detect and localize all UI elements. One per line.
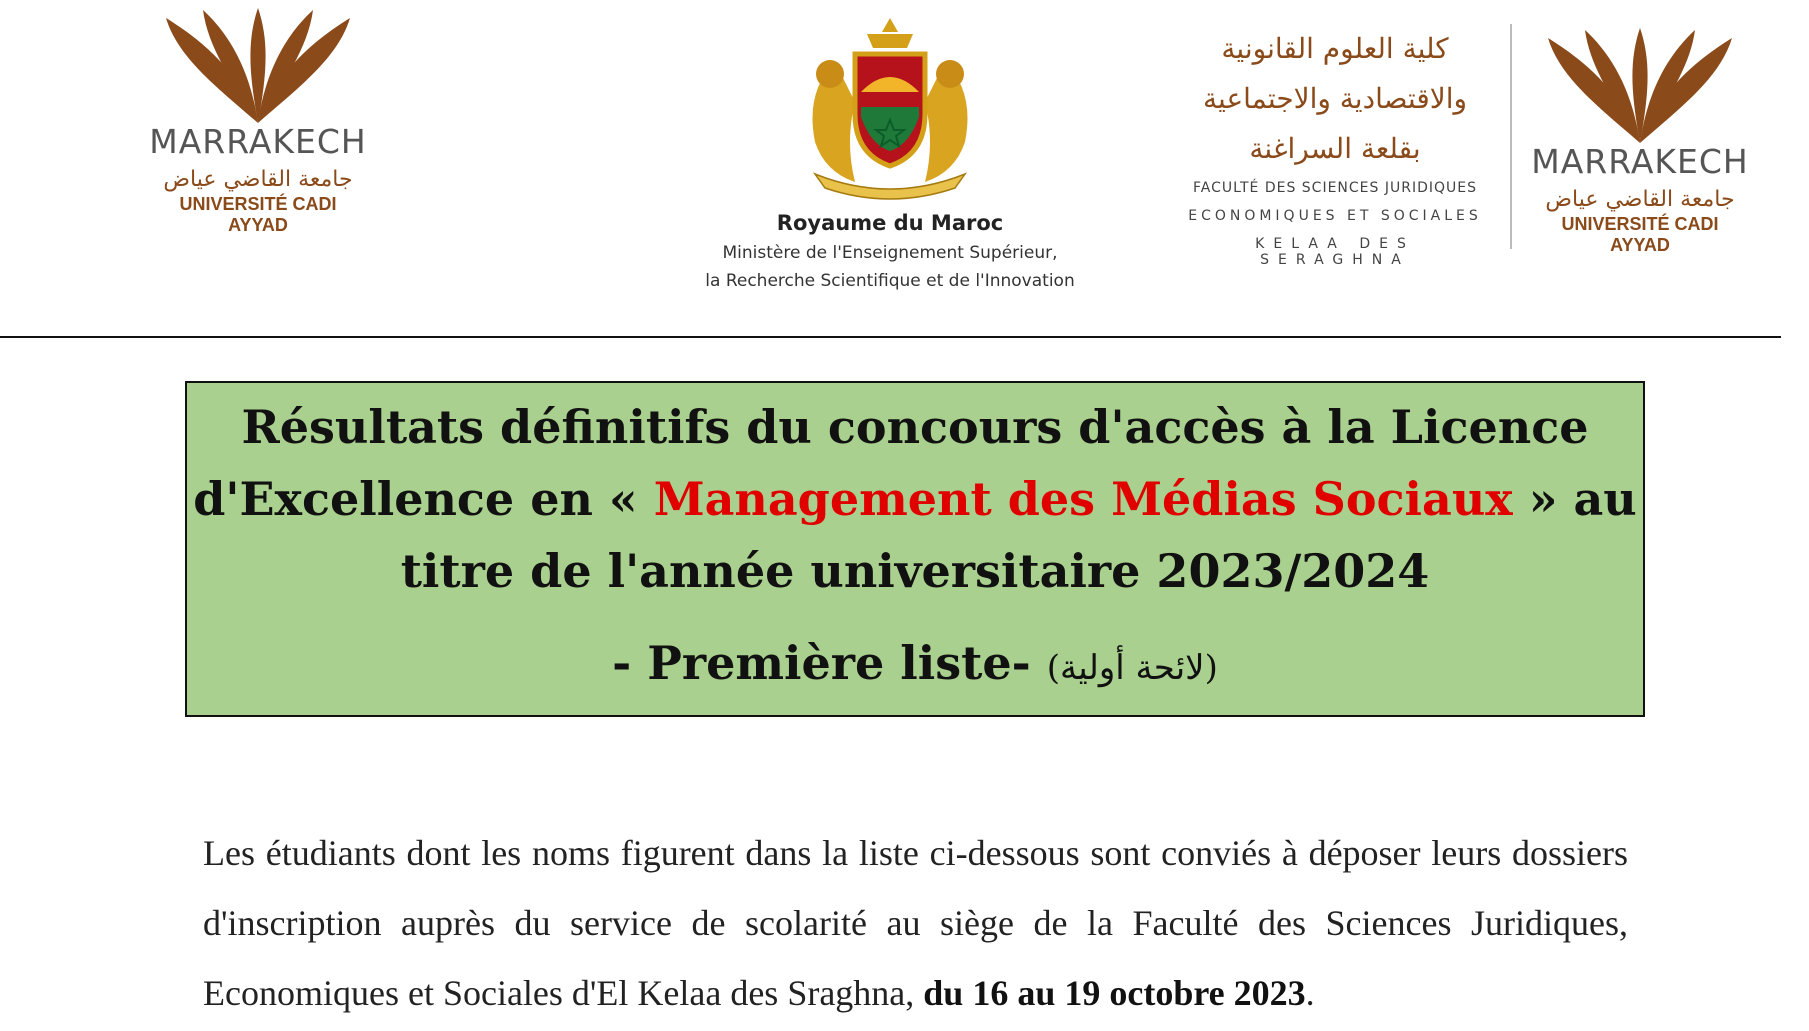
logo-french-name: UNIVERSITÉ CADI AYYAD (1561, 214, 1719, 255)
university-logo-right (1530, 28, 1750, 256)
title-line-2-prefix: d'Excellence en « (193, 472, 654, 526)
header-rule (0, 336, 1781, 338)
palm-arch-icon (1540, 28, 1740, 148)
title-line-3: titre de l'année universitaire 2023/2024 (400, 544, 1430, 598)
list-label (187, 627, 1643, 704)
title-box (185, 381, 1645, 717)
list-label-fr: - Première liste- (612, 636, 1031, 690)
faculty-french-line-2: ECONOMIQUES ET SOCIALES (1188, 208, 1482, 224)
faculty-arabic-line-2: والاقتصادية والاجتماعية (1202, 82, 1467, 115)
university-logo-left (148, 8, 368, 236)
program-name: Management des Médias Sociaux (653, 472, 1513, 526)
palm-arch-icon (158, 8, 358, 128)
faculty-name-block (1175, 24, 1495, 268)
logo-wordmark: MARRAKECH (149, 122, 367, 161)
ministry-line-1: Ministère de l'Enseignement Supérieur, (722, 243, 1058, 263)
instructions-text: Les étudiants dont les noms figurent dans la liste ci-dessous sont conviés à déposer leurs dossiers d'inscription auprès du service de scolarité au siège de la Faculté des Sciences Juridiques, Economiques et Sociales d'El Kelaa des Sraghna, (203, 833, 1628, 1013)
list-label-ar: (لائحة أولية) (1046, 648, 1218, 688)
faculty-arabic-line-3: بقلعة السراغنة (1249, 132, 1421, 165)
faculty-french-line-3: KELAA DES SERAGHNA (1255, 236, 1415, 268)
ministry-name (670, 239, 1110, 295)
kingdom-name: Royaume du Maroc (776, 211, 1004, 235)
faculty-french-line-1: FACULTÉ DES SCIENCES JURIDIQUES (1192, 180, 1477, 196)
header-divider (1510, 24, 1512, 249)
registration-dates: du 16 au 19 octobre 2023 (923, 973, 1306, 1013)
logo-arabic-name: جامعة القاضي عياض (1545, 187, 1735, 212)
logo-arabic-name: جامعة القاضي عياض (163, 167, 353, 192)
coat-of-arms-icon (775, 12, 1005, 202)
title-line-1: Résultats définitifs du concours d'accès à la Licence (241, 400, 1589, 454)
ministry-line-2: la Recherche Scientifique et de l'Innovation (705, 271, 1075, 291)
logo-french-name: UNIVERSITÉ CADI AYYAD (179, 194, 337, 235)
instructions-period: . (1305, 973, 1315, 1013)
faculty-arabic-line-1: كلية العلوم القانونية (1221, 32, 1449, 65)
kingdom-emblem-block (670, 12, 1110, 295)
instructions-paragraph (203, 818, 1628, 1028)
title-line-2 (187, 463, 1643, 535)
title-line-2-suffix: » au (1512, 472, 1637, 526)
logo-wordmark: MARRAKECH (1531, 142, 1749, 181)
